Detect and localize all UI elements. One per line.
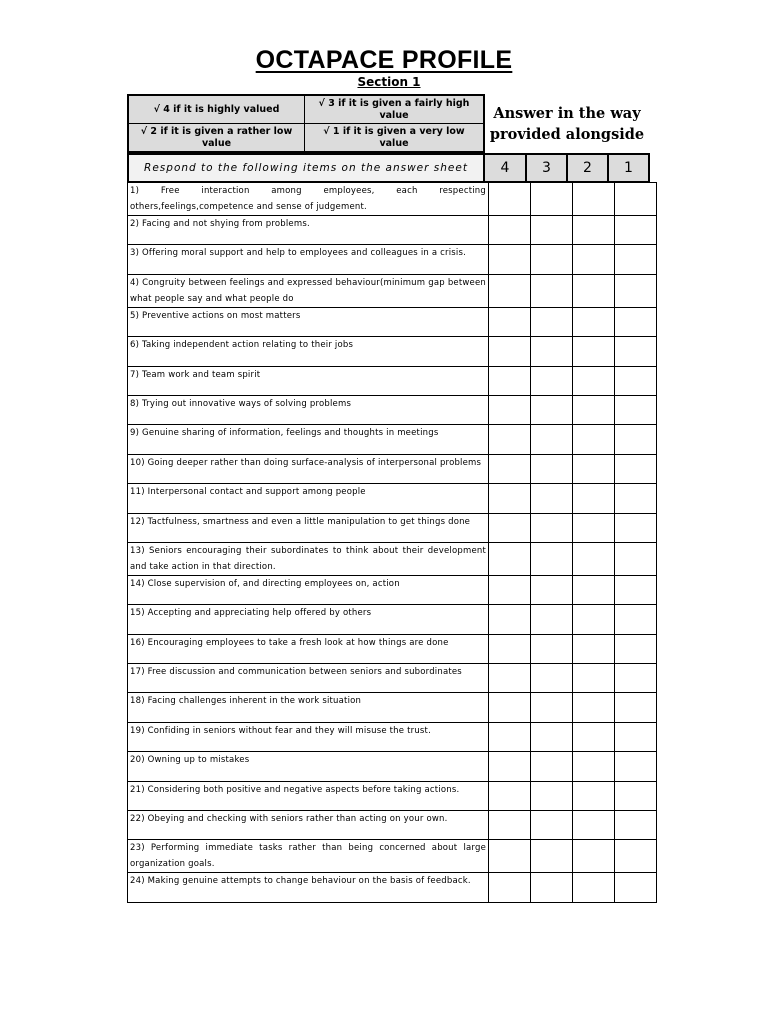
answer-cell-4[interactable] bbox=[489, 840, 531, 873]
score-header-2: 2 bbox=[568, 153, 609, 183]
answer-cell-1[interactable] bbox=[615, 575, 657, 604]
answer-cell-3[interactable] bbox=[531, 752, 573, 781]
answer-cell-2[interactable] bbox=[573, 245, 615, 274]
answer-cell-1[interactable] bbox=[615, 484, 657, 513]
item-text: 21) Considering both positive and negative aspects before taking actions. bbox=[128, 781, 489, 810]
answer-cell-2[interactable] bbox=[573, 216, 615, 245]
table-row bbox=[128, 752, 657, 781]
answer-cell-4[interactable] bbox=[489, 425, 531, 454]
answer-cell-4[interactable] bbox=[489, 337, 531, 366]
item-text: 17) Free discussion and communication between seniors and subordinates bbox=[128, 664, 489, 693]
item-text: 15) Accepting and appreciating help offered by others bbox=[128, 605, 489, 634]
answer-cell-4[interactable] bbox=[489, 605, 531, 634]
answer-cell-4[interactable] bbox=[489, 513, 531, 542]
answer-cell-4[interactable] bbox=[489, 781, 531, 810]
table-row bbox=[128, 634, 657, 663]
page-title bbox=[0, 46, 768, 75]
answer-cell-3[interactable] bbox=[531, 395, 573, 424]
answer-cell-3[interactable] bbox=[531, 605, 573, 634]
legend-value-4: √ 4 if it is highly valued bbox=[129, 96, 305, 124]
answer-cell-3[interactable] bbox=[531, 337, 573, 366]
table-row bbox=[128, 425, 657, 454]
item-text: 19) Confiding in seniors without fear and they will misuse the trust. bbox=[128, 722, 489, 751]
answer-cell-4[interactable] bbox=[489, 693, 531, 722]
item-text: 11) Interpersonal contact and support among people bbox=[128, 484, 489, 513]
answer-cell-1[interactable] bbox=[615, 811, 657, 840]
answer-cell-1[interactable] bbox=[615, 605, 657, 634]
answer-cell-2[interactable] bbox=[573, 274, 615, 307]
questionnaire-body bbox=[128, 183, 657, 903]
answer-cell-2[interactable] bbox=[573, 366, 615, 395]
table-row bbox=[128, 245, 657, 274]
table-row bbox=[128, 484, 657, 513]
answer-cell-4[interactable] bbox=[489, 664, 531, 693]
answer-cell-2[interactable] bbox=[573, 873, 615, 902]
table-row bbox=[128, 366, 657, 395]
answer-cell-1[interactable] bbox=[615, 216, 657, 245]
answer-cell-1[interactable] bbox=[615, 873, 657, 902]
answer-cell-2[interactable] bbox=[573, 752, 615, 781]
page-title-text: OCTAPACE PROFILE bbox=[255, 46, 513, 74]
answer-cell-3[interactable] bbox=[531, 513, 573, 542]
answer-cell-1[interactable] bbox=[615, 722, 657, 751]
item-text: 12) Tactfulness, smartness and even a little manipulation to get things done bbox=[128, 513, 489, 542]
answer-cell-2[interactable] bbox=[573, 484, 615, 513]
rating-legend bbox=[127, 94, 485, 153]
answer-cell-2[interactable] bbox=[573, 634, 615, 663]
answer-cell-2[interactable] bbox=[573, 183, 615, 216]
item-text: 14) Close supervision of, and directing employees on, action bbox=[128, 575, 489, 604]
answer-cell-2[interactable] bbox=[573, 542, 615, 575]
table-row bbox=[128, 781, 657, 810]
answer-cell-3[interactable] bbox=[531, 781, 573, 810]
answer-cell-1[interactable] bbox=[615, 274, 657, 307]
answer-cell-1[interactable] bbox=[615, 693, 657, 722]
item-text: 1) Free interaction among employees, each respecting others,feelings,competence and sense of judgement. bbox=[128, 183, 489, 216]
item-text: 18) Facing challenges inherent in the work situation bbox=[128, 693, 489, 722]
answer-instruction: Answer in the way provided alongside bbox=[489, 104, 645, 143]
answer-cell-2[interactable] bbox=[573, 575, 615, 604]
answer-cell-3[interactable] bbox=[531, 425, 573, 454]
answer-cell-1[interactable] bbox=[615, 752, 657, 781]
answer-cell-4[interactable] bbox=[489, 722, 531, 751]
answer-cell-1[interactable] bbox=[615, 245, 657, 274]
answer-cell-3[interactable] bbox=[531, 307, 573, 336]
table-row bbox=[128, 840, 657, 873]
respond-instruction: Respond to the following items on the answer sheet bbox=[127, 153, 485, 183]
answer-cell-2[interactable] bbox=[573, 395, 615, 424]
answer-cell-1[interactable] bbox=[615, 183, 657, 216]
answer-cell-1[interactable] bbox=[615, 781, 657, 810]
questionnaire-table bbox=[127, 182, 657, 903]
table-row bbox=[128, 307, 657, 336]
answer-cell-2[interactable] bbox=[573, 693, 615, 722]
item-text: 20) Owning up to mistakes bbox=[128, 752, 489, 781]
answer-cell-3[interactable] bbox=[531, 366, 573, 395]
table-row bbox=[128, 873, 657, 902]
section-heading bbox=[0, 75, 768, 89]
answer-cell-2[interactable] bbox=[573, 425, 615, 454]
item-text: 8) Trying out innovative ways of solving problems bbox=[128, 395, 489, 424]
answer-cell-1[interactable] bbox=[615, 664, 657, 693]
answer-cell-4[interactable] bbox=[489, 542, 531, 575]
answer-cell-4[interactable] bbox=[489, 216, 531, 245]
answer-cell-3[interactable] bbox=[531, 664, 573, 693]
answer-cell-3[interactable] bbox=[531, 634, 573, 663]
answer-cell-1[interactable] bbox=[615, 513, 657, 542]
answer-cell-3[interactable] bbox=[531, 811, 573, 840]
item-text: 9) Genuine sharing of information, feelings and thoughts in meetings bbox=[128, 425, 489, 454]
answer-cell-2[interactable] bbox=[573, 722, 615, 751]
table-row bbox=[128, 722, 657, 751]
item-text: 13) Seniors encouraging their subordinates to think about their development and take action in that direction. bbox=[128, 542, 489, 575]
answer-cell-1[interactable] bbox=[615, 395, 657, 424]
item-text: 16) Encouraging employees to take a fresh look at how things are done bbox=[128, 634, 489, 663]
table-row bbox=[128, 337, 657, 366]
item-text: 7) Team work and team spirit bbox=[128, 366, 489, 395]
section-heading-text: Section 1 bbox=[357, 75, 421, 89]
item-text: 22) Obeying and checking with seniors rather than acting on your own. bbox=[128, 811, 489, 840]
answer-cell-4[interactable] bbox=[489, 245, 531, 274]
table-row bbox=[128, 395, 657, 424]
answer-cell-4[interactable] bbox=[489, 873, 531, 902]
answer-cell-4[interactable] bbox=[489, 575, 531, 604]
item-text: 6) Taking independent action relating to their jobs bbox=[128, 337, 489, 366]
item-text: 23) Performing immediate tasks rather than being concerned about large organization goals. bbox=[128, 840, 489, 873]
score-header-4: 4 bbox=[485, 153, 527, 183]
answer-cell-2[interactable] bbox=[573, 337, 615, 366]
answer-cell-1[interactable] bbox=[615, 307, 657, 336]
answer-cell-4[interactable] bbox=[489, 484, 531, 513]
item-text: 10) Going deeper rather than doing surface-analysis of interpersonal problems bbox=[128, 454, 489, 483]
answer-cell-2[interactable] bbox=[573, 454, 615, 483]
answer-cell-4[interactable] bbox=[489, 183, 531, 216]
answer-cell-3[interactable] bbox=[531, 693, 573, 722]
answer-cell-4[interactable] bbox=[489, 752, 531, 781]
answer-cell-3[interactable] bbox=[531, 274, 573, 307]
item-text: 4) Congruity between feelings and expressed behaviour(minimum gap between what people say and what people do bbox=[128, 274, 489, 307]
answer-cell-2[interactable] bbox=[573, 781, 615, 810]
answer-cell-3[interactable] bbox=[531, 840, 573, 873]
answer-cell-2[interactable] bbox=[573, 307, 615, 336]
table-row bbox=[128, 513, 657, 542]
answer-cell-3[interactable] bbox=[531, 575, 573, 604]
legend-value-2: √ 2 if it is given a rather low value bbox=[129, 124, 305, 151]
answer-cell-3[interactable] bbox=[531, 722, 573, 751]
legend-value-3: √ 3 if it is given a fairly high value bbox=[305, 96, 483, 124]
answer-cell-1[interactable] bbox=[615, 454, 657, 483]
answer-cell-1[interactable] bbox=[615, 366, 657, 395]
table-row bbox=[128, 664, 657, 693]
answer-cell-4[interactable] bbox=[489, 634, 531, 663]
table-row bbox=[128, 693, 657, 722]
answer-cell-3[interactable] bbox=[531, 542, 573, 575]
table-row bbox=[128, 542, 657, 575]
answer-cell-2[interactable] bbox=[573, 811, 615, 840]
answer-cell-4[interactable] bbox=[489, 811, 531, 840]
item-text: 2) Facing and not shying from problems. bbox=[128, 216, 489, 245]
item-text: 24) Making genuine attempts to change behaviour on the basis of feedback. bbox=[128, 873, 489, 902]
answer-cell-1[interactable] bbox=[615, 425, 657, 454]
answer-cell-3[interactable] bbox=[531, 245, 573, 274]
table-row bbox=[128, 274, 657, 307]
answer-cell-1[interactable] bbox=[615, 634, 657, 663]
item-text: 5) Preventive actions on most matters bbox=[128, 307, 489, 336]
answer-cell-3[interactable] bbox=[531, 183, 573, 216]
answer-cell-2[interactable] bbox=[573, 840, 615, 873]
score-header-1: 1 bbox=[609, 153, 650, 183]
answer-cell-1[interactable] bbox=[615, 840, 657, 873]
table-row bbox=[128, 575, 657, 604]
table-row bbox=[128, 216, 657, 245]
legend-value-1: √ 1 if it is given a very low value bbox=[323, 125, 465, 149]
answer-cell-4[interactable] bbox=[489, 395, 531, 424]
answer-cell-4[interactable] bbox=[489, 274, 531, 307]
answer-cell-4[interactable] bbox=[489, 366, 531, 395]
answer-cell-2[interactable] bbox=[573, 605, 615, 634]
answer-cell-1[interactable] bbox=[615, 337, 657, 366]
table-row bbox=[128, 183, 657, 216]
table-row bbox=[128, 605, 657, 634]
answer-cell-3[interactable] bbox=[531, 873, 573, 902]
answer-cell-3[interactable] bbox=[531, 454, 573, 483]
score-header-3: 3 bbox=[527, 153, 568, 183]
answer-cell-3[interactable] bbox=[531, 484, 573, 513]
answer-cell-4[interactable] bbox=[489, 454, 531, 483]
table-row bbox=[128, 454, 657, 483]
answer-cell-2[interactable] bbox=[573, 513, 615, 542]
answer-cell-1[interactable] bbox=[615, 542, 657, 575]
table-row bbox=[128, 811, 657, 840]
answer-cell-4[interactable] bbox=[489, 307, 531, 336]
item-text: 3) Offering moral support and help to employees and colleagues in a crisis. bbox=[128, 245, 489, 274]
answer-cell-3[interactable] bbox=[531, 216, 573, 245]
answer-cell-2[interactable] bbox=[573, 664, 615, 693]
